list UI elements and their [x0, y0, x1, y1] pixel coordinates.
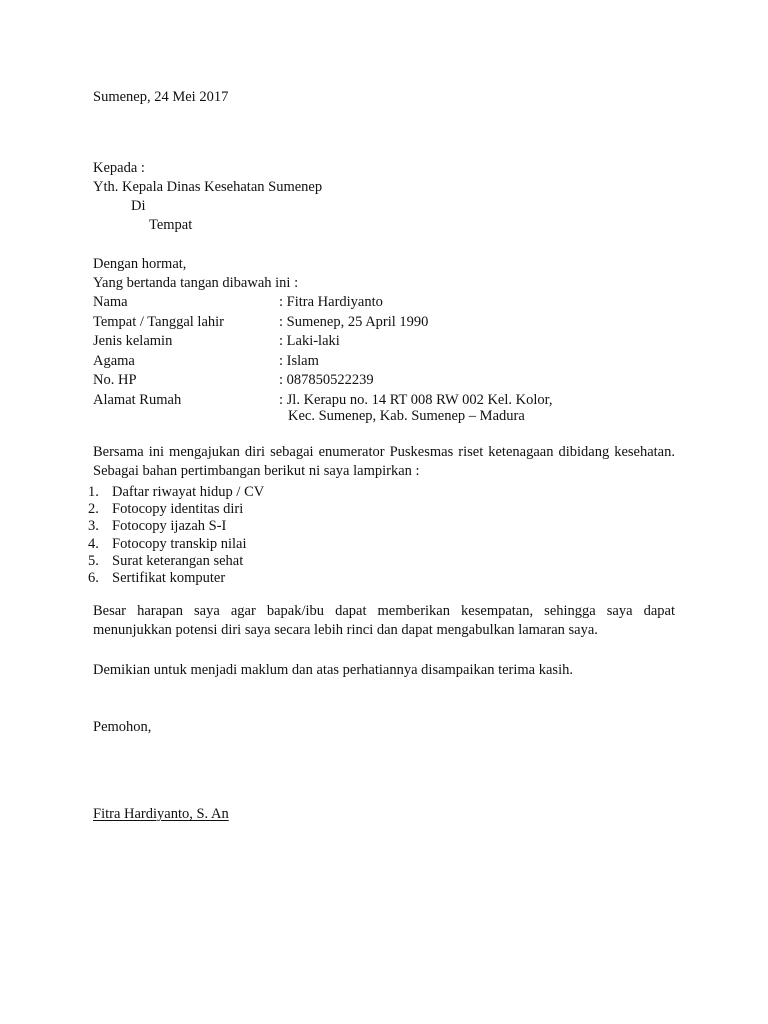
- field-label: Jenis kelamin: [93, 333, 173, 349]
- list-text: Fotocopy ijazah S-I: [112, 518, 227, 535]
- signature-name: Fitra Hardiyanto, S. An: [93, 806, 229, 822]
- field-label: No. HP: [93, 372, 137, 388]
- field-label: Nama: [93, 294, 128, 310]
- list-text: Sertifikat komputer: [112, 569, 226, 586]
- intro-line: Yang bertanda tangan dibawah ini :: [93, 275, 299, 291]
- field-value: : Islam: [279, 353, 319, 369]
- closing-paragraph: Demikian untuk menjadi maklum dan atas perhatiannya disampaikan terima kasih.: [93, 662, 573, 678]
- field-value: : 087850522239: [279, 372, 374, 388]
- field-value: : Sumenep, 25 April 1990: [279, 314, 429, 330]
- field-label: Tempat / Tanggal lahir: [93, 314, 224, 330]
- list-text: Fotocopy identitas diri: [112, 501, 244, 518]
- list-number: 6.: [88, 569, 99, 586]
- list-number: 1.: [88, 484, 99, 500]
- signoff: Pemohon,: [93, 719, 152, 735]
- list-number: 5.: [88, 552, 99, 569]
- recipient-di: Di: [131, 198, 146, 214]
- recipient-yth: Yth. Kepala Dinas Kesehatan Sumenep: [93, 179, 323, 195]
- list-number: 3.: [88, 518, 99, 535]
- field-value: : Fitra Hardiyanto: [279, 294, 383, 310]
- greeting: Dengan hormat,: [93, 256, 187, 272]
- list-text: Fotocopy transkip nilai: [112, 535, 247, 552]
- place-date: Sumenep, 24 Mei 2017: [93, 89, 229, 105]
- recipient-tempat: Tempat: [149, 217, 193, 233]
- field-value: : Jl. Kerapu no. 14 RT 008 RW 002 Kel. Kolor,: [279, 392, 553, 408]
- list-number: 2.: [88, 501, 99, 518]
- list-text: Daftar riwayat hidup / CV: [112, 484, 265, 500]
- field-label: Alamat Rumah: [93, 392, 182, 408]
- address-line-2: Kec. Sumenep, Kab. Sumenep – Madura: [288, 408, 525, 424]
- hope-paragraph: Besar harapan saya agar bapak/ibu dapat memberikan kesempatan, sehingga saya dapat menunjukkan potensi diri saya secara lebih rinci dan dapat mengabulkan lamaran saya.: [93, 603, 675, 638]
- list-text: Surat keterangan sehat: [112, 552, 244, 569]
- field-label: Agama: [93, 353, 135, 369]
- recipient-kepada: Kepada :: [93, 160, 145, 176]
- field-value: : Laki-laki: [279, 333, 340, 349]
- list-number: 4.: [88, 535, 99, 552]
- body-paragraph: Bersama ini mengajukan diri sebagai enumerator Puskesmas riset ketenagaan dibidang kesehatan. Sebagai bahan pertimbangan berikut ni saya lampirkan :: [93, 444, 675, 479]
